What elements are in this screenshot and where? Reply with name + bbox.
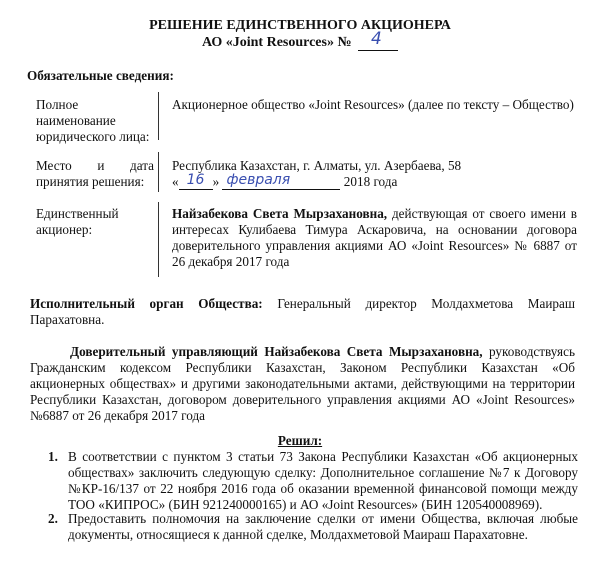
decision-heading-text: Решил: [277,433,323,448]
legal-name-value: Акционерное общество «Joint Resources» (далее по тексту – Общество) [172,97,574,112]
trustee-paragraph [30,344,575,424]
item-number: 2. [48,511,58,526]
executive-text: Генеральный директор Молдахметова Маираш Парахатовна. [30,296,575,327]
decision-heading [0,433,600,449]
label-word: Место [36,158,72,173]
executive-label: Исполнительный орган Общества: [30,296,263,311]
company-number-label: АО «Joint Resources» № [201,35,352,50]
date-month: февраля [226,172,291,188]
date-quote-open: « [172,174,179,189]
item-text: В соответствии с пунктом 3 статьи 73 Закона Республики Казахстан «Об акционерных обществах» заключить следующую сделку: Дополнительное соглашение №7 к Договору №КР-16/137 от 22 ноября 2016 года об оказании временной финансовой помощи между ТОО «КИПРОС» (БИН 921240000165) и АО «Joint Resources» (БИН 120540008969). [68,449,578,512]
table-divider [158,92,159,140]
place-date-label-line2: принятия решения: [36,174,145,189]
decision-number: 4 [371,29,382,49]
date-value [172,174,577,190]
place-value: Республика Казахстан, г. Алматы, ул. Азербаева, 58 [172,158,462,173]
item-number: 1. [48,449,58,464]
date-month-field [222,172,340,190]
legal-name-label: Полное наименование юридического лица: [36,97,150,144]
table-divider [158,152,159,192]
item-text: Предоставить полномочия на заключение сделки от имени Общества, включая любые документы, относящиеся к данной сделке, Молдахметовой Маираш Парахатовне. [68,511,578,542]
label-word: и [97,158,105,173]
shareholder-details: действующая от своего имени в интересах Кулибаева Тимура Аскаровича, на основании договора доверительного управления акциями АО «Joint Resources» № 6887 от 26 декабря 2017 года [172,206,578,269]
label-word: дата [130,158,154,173]
table-divider [158,202,159,277]
executive-body [30,296,575,328]
document-title: РЕШЕНИЕ ЕДИНСТВЕННОГО АКЦИОНЕРА [149,18,451,33]
trustee-text: руководствуясь Гражданским кодексом Республики Казахстан, Законом Республики Казахстан «Об акционерных обществах» и другими законодательными актами, действующими на территории Республики Казахстан, договором доверительного управления акциями АО «Joint Resources» №6887 от 26 декабря 2017 года [30,344,575,423]
document-subtitle [0,29,600,51]
decision-number-field [358,29,398,51]
shareholder-value [172,206,577,270]
date-day: 16 [186,172,205,188]
required-info-heading: Обязательные сведения: [27,68,174,83]
shareholder-label: Единственный акционер: [36,206,119,237]
place-date-label [36,158,154,174]
date-day-field [179,172,213,190]
trustee-name: Доверительный управляющий Найзабекова Света Мырзахановна, [70,344,483,359]
date-year: 2018 года [343,174,398,189]
date-quote-close: » [212,174,220,189]
shareholder-name: Найзабекова Света Мырзахановна, [172,206,388,221]
